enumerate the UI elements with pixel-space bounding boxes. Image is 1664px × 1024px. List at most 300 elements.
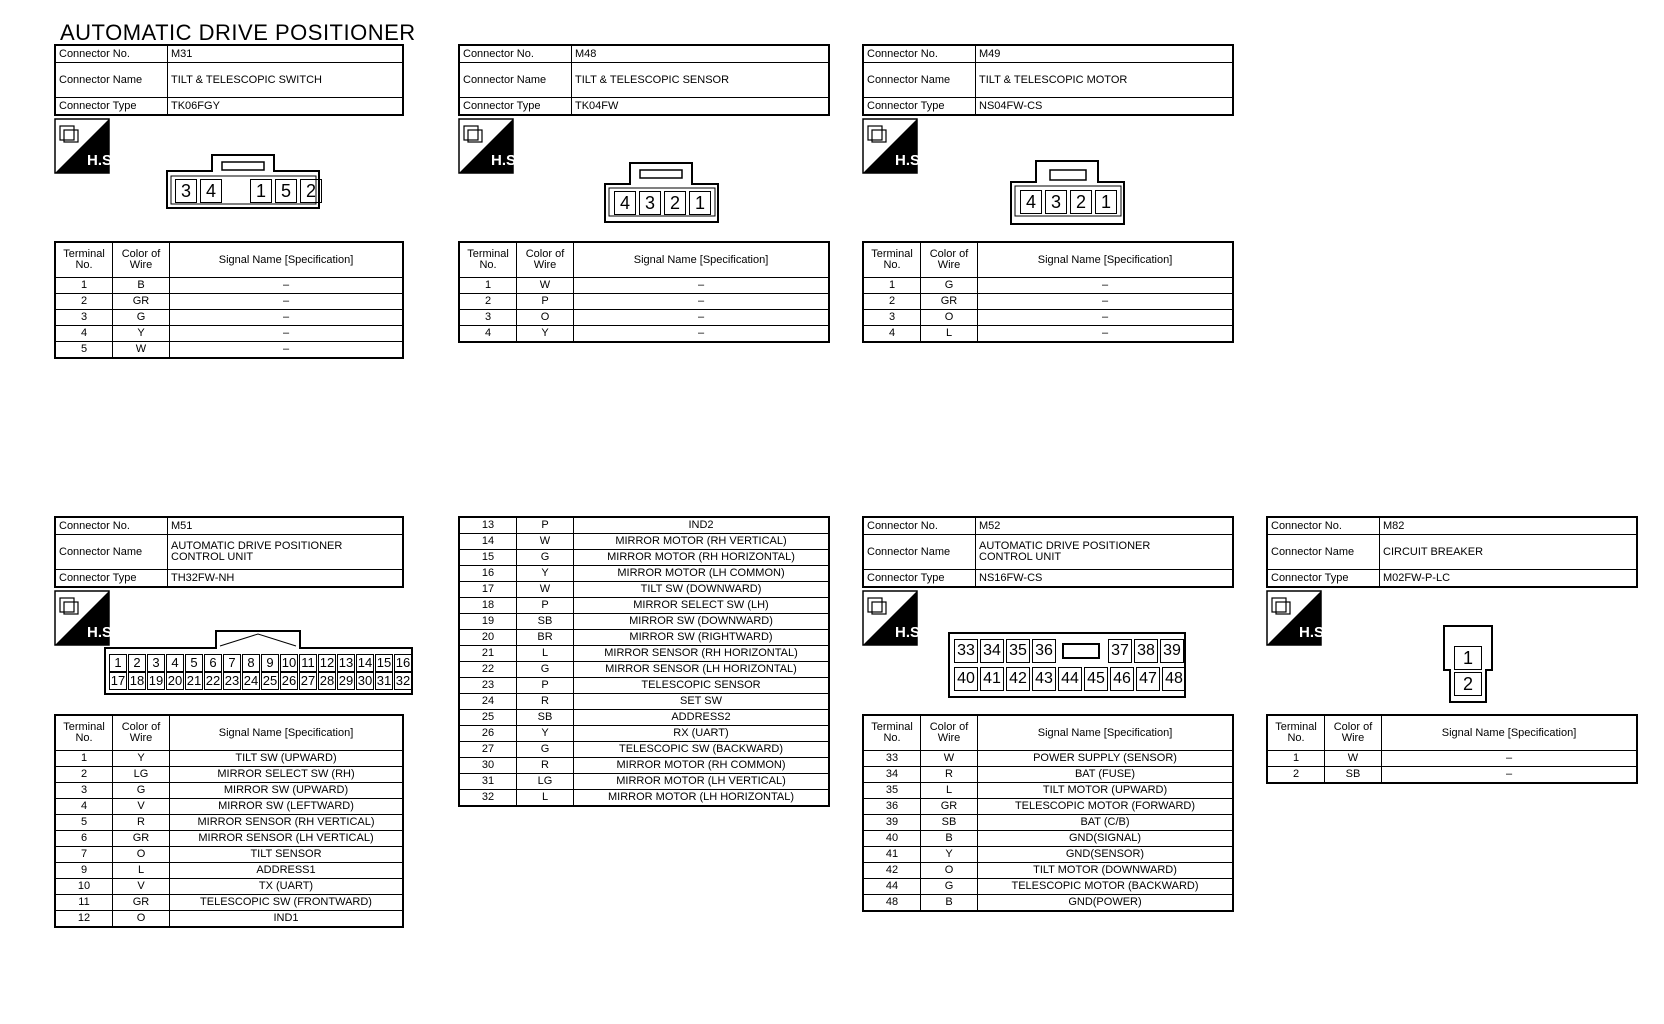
cell: 4 bbox=[166, 654, 184, 672]
table-row bbox=[55, 815, 403, 831]
cell: B bbox=[113, 278, 170, 294]
cell: L bbox=[517, 646, 574, 662]
cell: GND(POWER) bbox=[978, 895, 1234, 912]
col-terminal: Terminal No. bbox=[863, 242, 921, 278]
table-row bbox=[459, 726, 829, 742]
cell: L bbox=[921, 783, 978, 799]
cell: MIRROR MOTOR (RH COMMON) bbox=[574, 758, 830, 774]
connector-name: TILT & TELESCOPIC SENSOR bbox=[572, 63, 830, 98]
cell: P bbox=[517, 517, 574, 534]
table-row bbox=[863, 799, 1233, 815]
cell: 3 bbox=[863, 310, 921, 326]
cell: 40 bbox=[863, 831, 921, 847]
cell: 44 bbox=[1058, 667, 1082, 691]
cell: 43 bbox=[1032, 667, 1056, 691]
col-terminal: Terminal No. bbox=[55, 242, 113, 278]
cell: 33 bbox=[863, 751, 921, 767]
connector-face-m51 bbox=[104, 630, 414, 696]
table-row bbox=[459, 242, 829, 278]
cell: 11 bbox=[55, 895, 113, 911]
cell: G bbox=[921, 879, 978, 895]
table-row bbox=[459, 678, 829, 694]
cell: MIRROR SENSOR (RH VERTICAL) bbox=[170, 815, 404, 831]
cell: 15 bbox=[459, 550, 517, 566]
cell: 4 bbox=[55, 799, 113, 815]
hs-label: H.S. bbox=[895, 624, 925, 641]
terminal-table-m52 bbox=[862, 714, 1234, 912]
label: Connector No. bbox=[1267, 517, 1380, 535]
connector-face-m52 bbox=[948, 632, 1186, 698]
cell: 5 bbox=[55, 342, 113, 359]
cell: W bbox=[517, 278, 574, 294]
cell: – bbox=[1382, 767, 1638, 784]
table-row bbox=[863, 815, 1233, 831]
cell: 19 bbox=[459, 614, 517, 630]
label: Connector Name bbox=[55, 63, 168, 98]
cell: 28 bbox=[319, 673, 335, 688]
table-row bbox=[863, 831, 1233, 847]
cell: 40 bbox=[954, 667, 978, 691]
cell: MIRROR MOTOR (LH HORIZONTAL) bbox=[574, 790, 830, 807]
col-signal: Signal Name [Specification] bbox=[1382, 715, 1638, 751]
col-terminal: Terminal No. bbox=[863, 715, 921, 751]
cell: RX (UART) bbox=[574, 726, 830, 742]
label: Connector Type bbox=[459, 98, 572, 116]
cell: 39 bbox=[1160, 639, 1184, 663]
cell: TILT MOTOR (DOWNWARD) bbox=[978, 863, 1234, 879]
table-row bbox=[459, 98, 829, 116]
col-color: Color of Wire bbox=[1325, 715, 1382, 751]
table-row bbox=[863, 278, 1233, 294]
cell: P bbox=[517, 678, 574, 694]
cell: 26 bbox=[459, 726, 517, 742]
cell: 2 bbox=[55, 294, 113, 310]
cell: Y bbox=[113, 751, 170, 767]
pin: 3 bbox=[175, 179, 197, 203]
pin: 4 bbox=[200, 179, 222, 203]
table-row bbox=[1267, 517, 1637, 535]
cell: 4 bbox=[863, 326, 921, 343]
pin: 2 bbox=[300, 179, 322, 203]
col-color: Color of Wire bbox=[921, 242, 978, 278]
connector-no: M48 bbox=[572, 45, 830, 63]
cell: O bbox=[517, 310, 574, 326]
table-row bbox=[863, 751, 1233, 767]
pin: 5 bbox=[275, 179, 297, 203]
cell: 8 bbox=[242, 654, 260, 672]
hs-label: H.S. bbox=[87, 152, 117, 169]
cell: 45 bbox=[1084, 667, 1108, 691]
connector-name bbox=[168, 535, 404, 570]
table-row bbox=[55, 63, 403, 98]
table-row bbox=[459, 326, 829, 343]
cell: P bbox=[517, 294, 574, 310]
table-row bbox=[863, 242, 1233, 278]
pin-grid bbox=[109, 654, 413, 690]
table-row bbox=[459, 646, 829, 662]
pin: 1 bbox=[1454, 646, 1482, 670]
harness-side-icon bbox=[862, 118, 925, 174]
cell: W bbox=[517, 534, 574, 550]
cell: 25 bbox=[459, 710, 517, 726]
table-row bbox=[459, 45, 829, 63]
table-row bbox=[459, 278, 829, 294]
table-row bbox=[459, 614, 829, 630]
cell: G bbox=[113, 783, 170, 799]
terminal-table-m31 bbox=[54, 241, 404, 359]
terminal-table-m51-cont bbox=[458, 516, 830, 807]
cell: 18 bbox=[129, 673, 145, 688]
cell: 11 bbox=[299, 654, 317, 672]
cell: 21 bbox=[186, 673, 202, 688]
connector-info-m51 bbox=[54, 516, 404, 588]
col-signal: Signal Name [Specification] bbox=[170, 242, 404, 278]
label: Connector Type bbox=[55, 570, 168, 588]
cell: 4 bbox=[55, 326, 113, 342]
connector-type: NS16FW-CS bbox=[976, 570, 1234, 588]
connector-name: TILT & TELESCOPIC SWITCH bbox=[168, 63, 404, 98]
cell: 41 bbox=[863, 847, 921, 863]
cell: O bbox=[113, 847, 170, 863]
label: Connector Name bbox=[1267, 535, 1380, 570]
cell: 5 bbox=[185, 654, 203, 672]
cell: 3 bbox=[55, 783, 113, 799]
cell: Y bbox=[113, 326, 170, 342]
cell: 14 bbox=[459, 534, 517, 550]
table-row bbox=[459, 662, 829, 678]
cell: 37 bbox=[1108, 639, 1132, 663]
cell: 1 bbox=[1267, 751, 1325, 767]
connector-no: M49 bbox=[976, 45, 1234, 63]
cell: 3 bbox=[459, 310, 517, 326]
connector-type: M02FW-P-LC bbox=[1380, 570, 1638, 588]
connector-type: NS04FW-CS bbox=[976, 98, 1234, 116]
col-color: Color of Wire bbox=[113, 242, 170, 278]
cell: 17 bbox=[110, 673, 126, 688]
terminal-table-m49 bbox=[862, 241, 1234, 343]
table-row bbox=[863, 879, 1233, 895]
table-row bbox=[459, 630, 829, 646]
table-row bbox=[459, 310, 829, 326]
cell: 42 bbox=[1006, 667, 1030, 691]
cell: 44 bbox=[863, 879, 921, 895]
table-row bbox=[55, 895, 403, 911]
cell: R bbox=[113, 815, 170, 831]
cell: G bbox=[921, 278, 978, 294]
cell: R bbox=[921, 767, 978, 783]
cell: G bbox=[517, 742, 574, 758]
table-row bbox=[459, 598, 829, 614]
table-row bbox=[459, 694, 829, 710]
terminal-table-m51 bbox=[54, 714, 404, 928]
cell: – bbox=[978, 278, 1234, 294]
label: Connector No. bbox=[459, 45, 572, 63]
table-row bbox=[863, 715, 1233, 751]
cell: 16 bbox=[395, 655, 411, 670]
cell: MIRROR SELECT SW (LH) bbox=[574, 598, 830, 614]
pin: 2 bbox=[1454, 672, 1482, 696]
pin-row bbox=[175, 179, 325, 203]
table-row bbox=[55, 278, 403, 294]
cell: MIRROR SW (LEFTWARD) bbox=[170, 799, 404, 815]
label: Connector Type bbox=[863, 570, 976, 588]
pin: 2 bbox=[1070, 190, 1092, 214]
cell: 2 bbox=[863, 294, 921, 310]
table-row bbox=[863, 767, 1233, 783]
table-row bbox=[1267, 715, 1637, 751]
cell: 13 bbox=[459, 517, 517, 534]
cell: 24 bbox=[243, 673, 259, 688]
cell: 12 bbox=[55, 911, 113, 928]
table-row bbox=[863, 517, 1233, 535]
connector-info-m82 bbox=[1266, 516, 1638, 588]
cell: 34 bbox=[863, 767, 921, 783]
table-row bbox=[459, 758, 829, 774]
cell: 2 bbox=[55, 767, 113, 783]
table-row bbox=[55, 570, 403, 588]
cell: L bbox=[517, 790, 574, 807]
table-row bbox=[55, 45, 403, 63]
cell: 26 bbox=[281, 673, 297, 688]
cell: TX (UART) bbox=[170, 879, 404, 895]
cell: TELESCOPIC SW (BACKWARD) bbox=[574, 742, 830, 758]
cell: 27 bbox=[300, 673, 316, 688]
cell: AUTOMATIC DRIVE POSITIONER bbox=[171, 540, 343, 552]
cell: 35 bbox=[1006, 639, 1030, 663]
cell: 32 bbox=[395, 673, 411, 688]
cell: – bbox=[170, 326, 404, 342]
hs-label: H.S. bbox=[491, 152, 521, 169]
cell: Y bbox=[517, 566, 574, 582]
table-row bbox=[459, 534, 829, 550]
cell: 14 bbox=[357, 655, 373, 670]
cell: 35 bbox=[863, 783, 921, 799]
cell: 48 bbox=[1162, 667, 1186, 691]
cell: MIRROR SW (DOWNWARD) bbox=[574, 614, 830, 630]
cell: 38 bbox=[1134, 639, 1158, 663]
cell: TILT SENSOR bbox=[170, 847, 404, 863]
table-row bbox=[863, 98, 1233, 116]
pin: 4 bbox=[614, 191, 636, 215]
cell: 15 bbox=[376, 655, 392, 670]
cell: Y bbox=[517, 726, 574, 742]
table-row bbox=[55, 783, 403, 799]
cell: 7 bbox=[223, 654, 241, 672]
table-row bbox=[459, 790, 829, 807]
cell: SET SW bbox=[574, 694, 830, 710]
cell: 3 bbox=[55, 310, 113, 326]
cell: 2 bbox=[1267, 767, 1325, 784]
table-row bbox=[863, 895, 1233, 912]
cell: 32 bbox=[459, 790, 517, 807]
cell: 6 bbox=[55, 831, 113, 847]
cell: 30 bbox=[459, 758, 517, 774]
cell: GR bbox=[921, 799, 978, 815]
cell: G bbox=[113, 310, 170, 326]
cell: MIRROR MOTOR (LH VERTICAL) bbox=[574, 774, 830, 790]
label: Connector Name bbox=[55, 535, 168, 570]
cell: LG bbox=[517, 774, 574, 790]
connector-no: M31 bbox=[168, 45, 404, 63]
cell: 4 bbox=[459, 326, 517, 343]
cell: – bbox=[574, 326, 830, 343]
col-signal: Signal Name [Specification] bbox=[978, 242, 1234, 278]
pin: 3 bbox=[639, 191, 661, 215]
cell: BAT (FUSE) bbox=[978, 767, 1234, 783]
cell: TELESCOPIC MOTOR (BACKWARD) bbox=[978, 879, 1234, 895]
table-row bbox=[55, 242, 403, 278]
cell: 5 bbox=[55, 815, 113, 831]
cell: TILT SW (UPWARD) bbox=[170, 751, 404, 767]
cell: – bbox=[170, 278, 404, 294]
cell: – bbox=[574, 278, 830, 294]
cell: BAT (C/B) bbox=[978, 815, 1234, 831]
cell: SB bbox=[921, 815, 978, 831]
pin: 1 bbox=[689, 191, 711, 215]
cell: 1 bbox=[109, 654, 127, 672]
col-signal: Signal Name [Specification] bbox=[170, 715, 404, 751]
connector-name bbox=[976, 535, 1234, 570]
table-row bbox=[55, 535, 403, 570]
cell: GR bbox=[113, 294, 170, 310]
connector-no: M82 bbox=[1380, 517, 1638, 535]
table-row bbox=[55, 847, 403, 863]
pin bbox=[225, 179, 247, 203]
table-row bbox=[55, 863, 403, 879]
cell: V bbox=[113, 879, 170, 895]
table-row bbox=[863, 310, 1233, 326]
pin: 1 bbox=[1095, 190, 1117, 214]
table-row bbox=[863, 783, 1233, 799]
cell: Y bbox=[921, 847, 978, 863]
cell: 17 bbox=[459, 582, 517, 598]
cell: GND(SENSOR) bbox=[978, 847, 1234, 863]
table-row bbox=[863, 63, 1233, 98]
cell: – bbox=[978, 294, 1234, 310]
table-row bbox=[459, 517, 829, 534]
cell: – bbox=[574, 310, 830, 326]
cell: 20 bbox=[459, 630, 517, 646]
cell: MIRROR SW (UPWARD) bbox=[170, 783, 404, 799]
cell: – bbox=[170, 310, 404, 326]
pin: 2 bbox=[664, 191, 686, 215]
cell: Y bbox=[517, 326, 574, 343]
cell: W bbox=[921, 751, 978, 767]
pin: 4 bbox=[1020, 190, 1042, 214]
cell: TELESCOPIC SENSOR bbox=[574, 678, 830, 694]
cell: B bbox=[921, 831, 978, 847]
pin-row-bottom bbox=[954, 667, 1188, 691]
table-row bbox=[55, 879, 403, 895]
cell: G bbox=[517, 662, 574, 678]
table-row bbox=[1267, 767, 1637, 784]
cell: 33 bbox=[954, 639, 978, 663]
cell: 20 bbox=[167, 673, 183, 688]
cell: B bbox=[921, 895, 978, 912]
cell: 1 bbox=[55, 278, 113, 294]
cell: 48 bbox=[863, 895, 921, 912]
cell: – bbox=[978, 310, 1234, 326]
table-row bbox=[459, 566, 829, 582]
cell: ADDRESS2 bbox=[574, 710, 830, 726]
pin-row-top bbox=[109, 654, 413, 672]
cell: GND(SIGNAL) bbox=[978, 831, 1234, 847]
cell: 2 bbox=[459, 294, 517, 310]
cell: – bbox=[1382, 751, 1638, 767]
connector-type: TK04FW bbox=[572, 98, 830, 116]
label: Connector Type bbox=[863, 98, 976, 116]
cell: 27 bbox=[459, 742, 517, 758]
cell: CONTROL UNIT bbox=[979, 551, 1062, 563]
table-row bbox=[55, 294, 403, 310]
cell: 9 bbox=[261, 654, 279, 672]
table-row bbox=[459, 774, 829, 790]
table-row bbox=[55, 326, 403, 342]
cell: AUTOMATIC DRIVE POSITIONER bbox=[979, 540, 1151, 552]
connector-info-m48 bbox=[458, 44, 830, 116]
cell: MIRROR MOTOR (RH HORIZONTAL) bbox=[574, 550, 830, 566]
label: Connector Name bbox=[863, 535, 976, 570]
hs-label: H.S. bbox=[87, 624, 117, 641]
connector-type: TK06FGY bbox=[168, 98, 404, 116]
harness-side-icon bbox=[54, 118, 117, 174]
cell: 2 bbox=[128, 654, 146, 672]
pin: 1 bbox=[250, 179, 272, 203]
cell: 34 bbox=[980, 639, 1004, 663]
cell bbox=[1062, 643, 1100, 659]
terminal-table-m82 bbox=[1266, 714, 1638, 784]
cell: 36 bbox=[1032, 639, 1056, 663]
col-terminal: Terminal No. bbox=[1267, 715, 1325, 751]
table-row bbox=[55, 751, 403, 767]
cell: MIRROR MOTOR (RH VERTICAL) bbox=[574, 534, 830, 550]
cell: 24 bbox=[459, 694, 517, 710]
pin-row-bottom bbox=[109, 672, 413, 690]
connector-type: TH32FW-NH bbox=[168, 570, 404, 588]
cell: V bbox=[113, 799, 170, 815]
pin-row bbox=[1020, 190, 1120, 214]
cell: IND2 bbox=[574, 517, 830, 534]
cell: 13 bbox=[338, 655, 354, 670]
cell: R bbox=[517, 758, 574, 774]
table-row bbox=[863, 863, 1233, 879]
cell: 23 bbox=[224, 673, 240, 688]
cell: IND1 bbox=[170, 911, 404, 928]
harness-side-icon bbox=[54, 590, 117, 646]
cell: L bbox=[113, 863, 170, 879]
cell: 1 bbox=[459, 278, 517, 294]
table-row bbox=[459, 294, 829, 310]
cell: 1 bbox=[55, 751, 113, 767]
connector-info-m31 bbox=[54, 44, 404, 116]
col-color: Color of Wire bbox=[921, 715, 978, 751]
cell: MIRROR SW (RIGHTWARD) bbox=[574, 630, 830, 646]
cell: 18 bbox=[459, 598, 517, 614]
label: Connector No. bbox=[863, 517, 976, 535]
label: Connector No. bbox=[863, 45, 976, 63]
col-color: Color of Wire bbox=[113, 715, 170, 751]
cell: 9 bbox=[55, 863, 113, 879]
cell: MIRROR SENSOR (LH HORIZONTAL) bbox=[574, 662, 830, 678]
pin-row bbox=[614, 191, 714, 215]
cell: W bbox=[1325, 751, 1382, 767]
cell: 23 bbox=[459, 678, 517, 694]
cell: L bbox=[921, 326, 978, 343]
pin: 3 bbox=[1045, 190, 1067, 214]
cell: TELESCOPIC SW (FRONTWARD) bbox=[170, 895, 404, 911]
page-title: AUTOMATIC DRIVE POSITIONER bbox=[60, 20, 416, 45]
connector-no: M51 bbox=[168, 517, 404, 535]
